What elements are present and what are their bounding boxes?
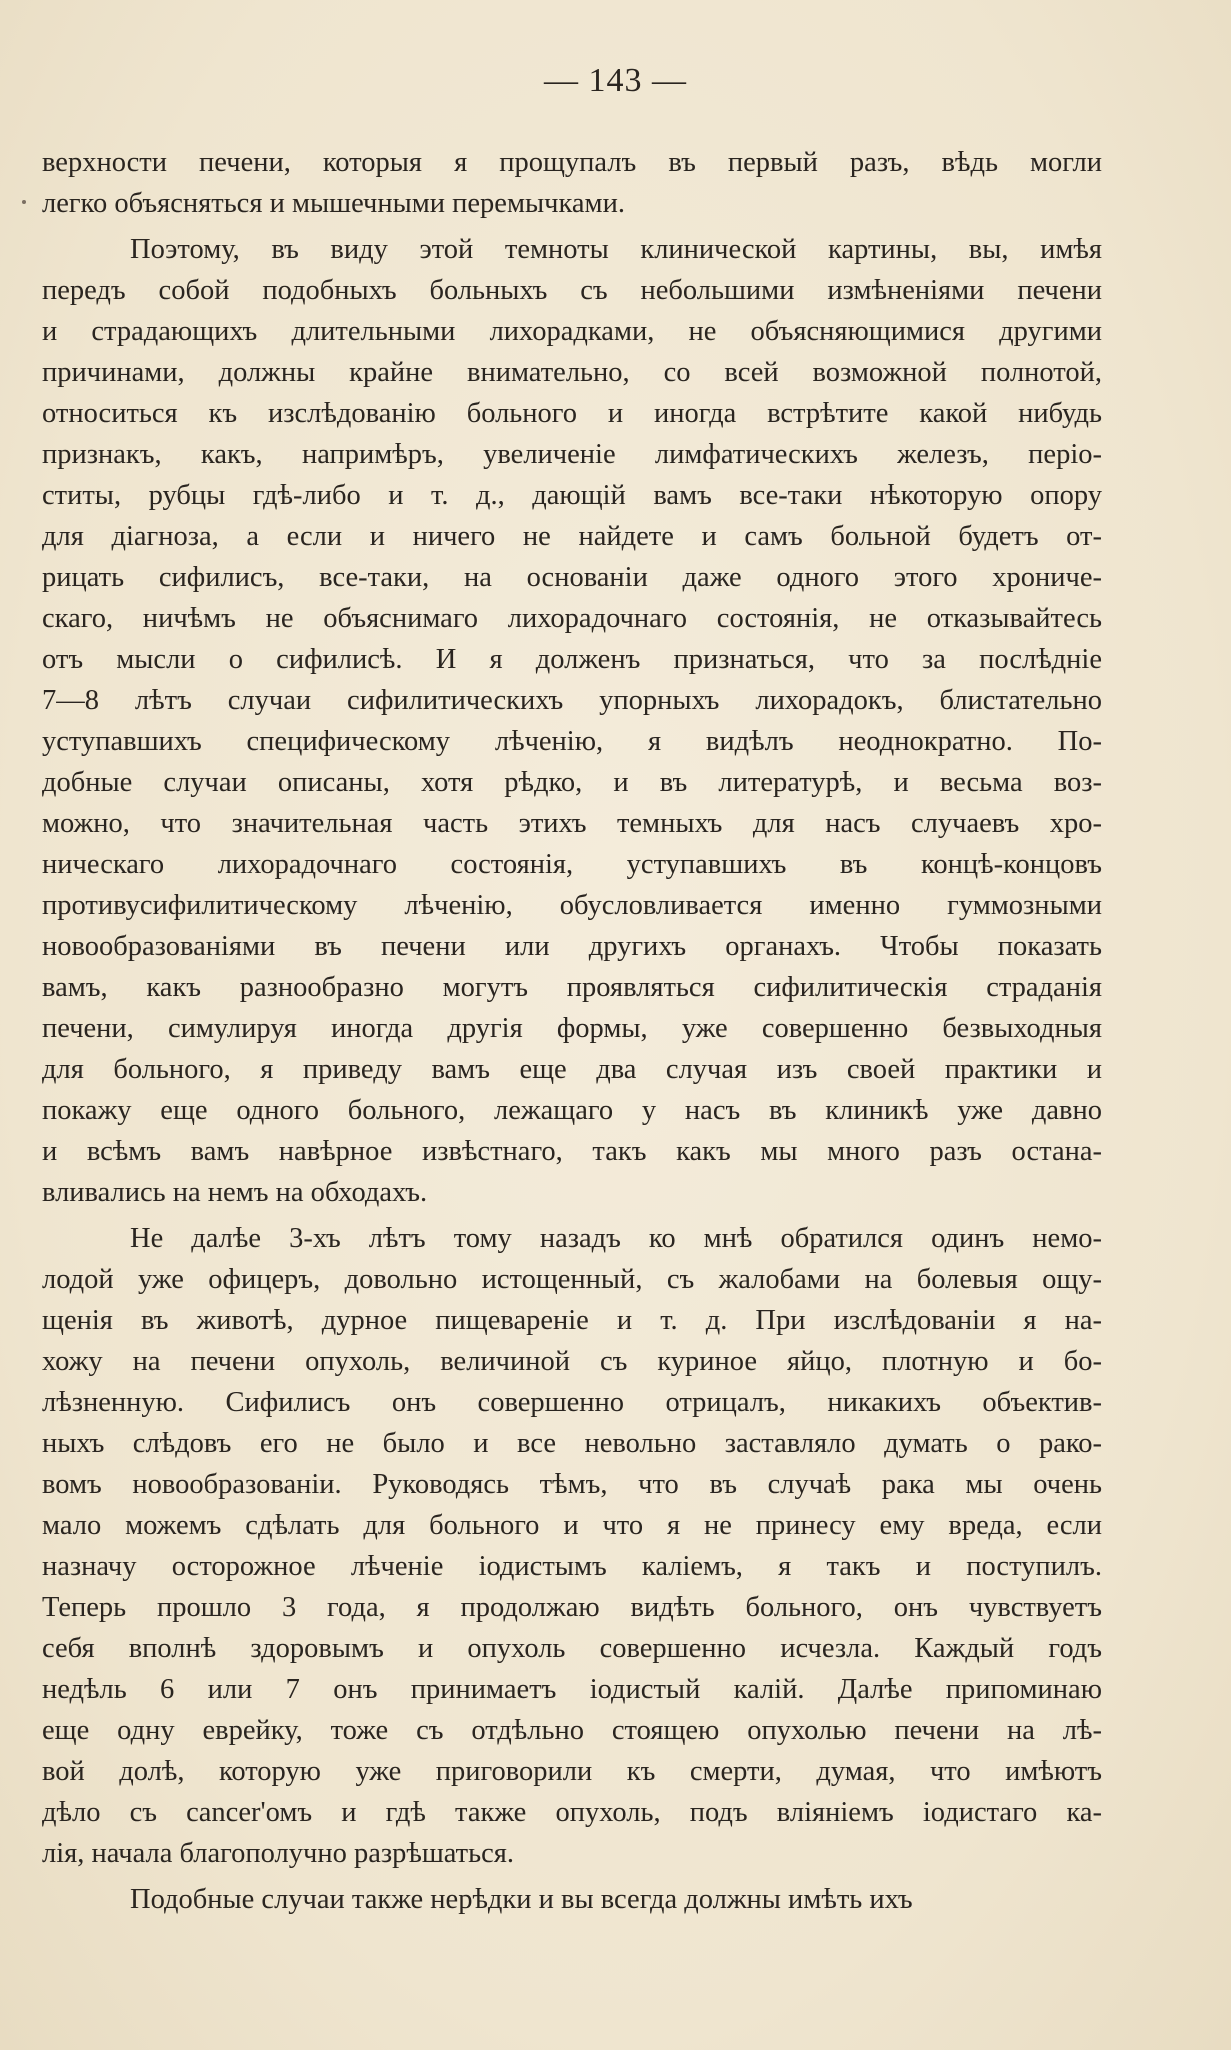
paragraph — [42, 142, 1102, 224]
text-line: покажу еще одного больного, лежащаго у насъ въ клиникѣ уже давно — [42, 1095, 1102, 1126]
paragraph — [42, 1218, 1102, 1874]
text-line: щенія въ животѣ, дурное пищевареніе и т. д. При изслѣдованіи я на- — [42, 1305, 1102, 1336]
text-line: дѣло съ cancer'омъ и гдѣ также опухоль, подъ вліяніемъ іодистаго ка- — [42, 1797, 1102, 1828]
text-line: ныхъ слѣдовъ его не было и все невольно заставляло думать о рако- — [42, 1428, 1102, 1459]
text-line: легко объясняться и мышечными перемычками. — [42, 188, 625, 219]
text-line: противусифилитическому лѣченію, обусловливается именно гуммозными — [42, 890, 1102, 921]
text-line: признакъ, какъ, напримѣръ, увеличеніе лимфатическихъ железъ, періо- — [42, 439, 1102, 470]
text-line: 7—8 лѣтъ случаи сифилитическихъ упорныхъ лихорадокъ, блистательно — [42, 685, 1102, 716]
text-line: лѣзненную. Сифилисъ онъ совершенно отрицалъ, никакихъ объектив- — [42, 1387, 1102, 1418]
text-line: Теперь прошло 3 года, я продолжаю видѣть больного, онъ чувствуетъ — [42, 1592, 1102, 1623]
text-line: новообразованіями въ печени или другихъ органахъ. Чтобы показать — [42, 931, 1102, 962]
text-line: вамъ, какъ разнообразно могутъ проявляться сифилитическія страданія — [42, 972, 1102, 1003]
text-line: уступавшихъ специфическому лѣченію, я видѣлъ неоднократно. По- — [42, 726, 1102, 757]
text-line: Поэтому, въ виду этой темноты клинической картины, вы, имѣя — [130, 234, 1102, 265]
text-line: верхности печени, которыя я прощупалъ въ первый разъ, вѣдь могли — [42, 147, 1102, 178]
body-text — [42, 142, 1102, 1925]
ink-speck — [22, 200, 26, 204]
text-line: передъ собой подобныхъ больныхъ съ небольшими измѣненіями печени — [42, 275, 1102, 306]
text-line: рицать сифилисъ, все-таки, на основаніи даже одного этого хрониче- — [42, 562, 1102, 593]
text-line: и страдающихъ длительными лихорадками, не объясняющимися другими — [42, 316, 1102, 347]
text-line: назначу осторожное лѣченіе іодистымъ каліемъ, я такъ и поступилъ. — [42, 1551, 1102, 1582]
text-line: можно, что значительная часть этихъ темныхъ для насъ случаевъ хро- — [42, 808, 1102, 839]
text-line: вой долѣ, которую уже приговорили къ смерти, думая, что имѣютъ — [42, 1756, 1102, 1787]
page-number: — 143 — — [544, 62, 687, 99]
text-line: ститы, рубцы гдѣ-либо и т. д., дающій вамъ все-таки нѣкоторую опору — [42, 480, 1102, 511]
text-line: и всѣмъ вамъ навѣрное извѣстнаго, такъ какъ мы много разъ остана- — [42, 1136, 1102, 1167]
paragraph — [42, 1879, 1102, 1920]
text-line: лодой уже офицеръ, довольно истощенный, съ жалобами на болевыя ощу- — [42, 1264, 1102, 1295]
text-line: ническаго лихорадочнаго состоянія, уступавшихъ въ концѣ-концовъ — [42, 849, 1102, 880]
text-line: для больного, я приведу вамъ еще два случая изъ своей практики и — [42, 1054, 1102, 1085]
text-line: причинами, должны крайне внимательно, со всей возможной полнотой, — [42, 357, 1102, 388]
text-line: Не далѣе 3-хъ лѣтъ тому назадъ ко мнѣ обратился одинъ немо- — [130, 1223, 1102, 1254]
text-line: Подобные случаи также нерѣдки и вы всегда должны имѣть ихъ — [130, 1884, 913, 1915]
text-line: вомъ новообразованіи. Руководясь тѣмъ, что въ случаѣ рака мы очень — [42, 1469, 1102, 1500]
paragraph — [42, 229, 1102, 1213]
text-line: печени, симулируя иногда другія формы, уже совершенно безвыходныя — [42, 1013, 1102, 1044]
text-line: вливались на немъ на обходахъ. — [42, 1177, 428, 1208]
text-line: еще одну еврейку, тоже съ отдѣльно стоящею опухолью печени на лѣ- — [42, 1715, 1102, 1746]
text-line: себя вполнѣ здоровымъ и опухоль совершенно исчезла. Каждый годъ — [42, 1633, 1102, 1664]
text-line: добные случаи описаны, хотя рѣдко, и въ литературѣ, и весьма воз- — [42, 767, 1102, 798]
text-line: недѣль 6 или 7 онъ принимаетъ іодистый калій. Далѣе припоминаю — [42, 1674, 1102, 1705]
text-line: для діагноза, а если и ничего не найдете и самъ больной будетъ от- — [42, 521, 1102, 552]
text-line: относиться къ изслѣдованію больного и иногда встрѣтите какой нибудь — [42, 398, 1102, 429]
text-line: лія, начала благополучно разрѣшаться. — [42, 1838, 515, 1869]
text-line: мало можемъ сдѣлать для больного и что я не принесу ему вреда, если — [42, 1510, 1102, 1541]
text-line: отъ мысли о сифилисѣ. И я долженъ признаться, что за послѣдніе — [42, 644, 1102, 675]
text-line: хожу на печени опухоль, величиной съ куриное яйцо, плотную и бо- — [42, 1346, 1102, 1377]
text-line: скаго, ничѣмъ не объяснимаго лихорадочнаго состоянія, не отказывайтесь — [42, 603, 1102, 634]
